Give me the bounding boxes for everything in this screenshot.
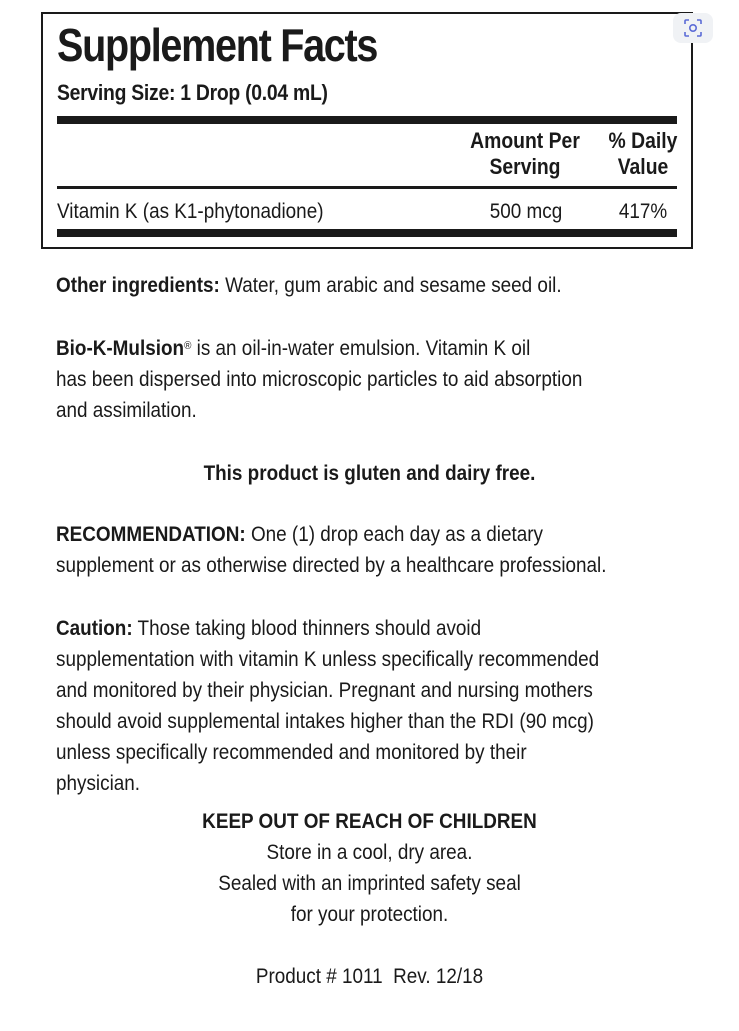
registered-mark: ® (184, 340, 192, 352)
supplement-facts-panel (41, 12, 693, 249)
product-info: Product # 1011 Rev. 12/18 (255, 965, 484, 988)
footer-rule (57, 229, 677, 237)
other-ingredients: Other ingredients: Water, gum arabic and sesame seed oil. (56, 274, 562, 297)
ingredient-amount: 500 mcg (489, 200, 563, 223)
amount-per-serving-header: Amount Per Serving (470, 128, 580, 179)
image-scan-icon (683, 18, 703, 38)
ingredient-name: Vitamin K (as K1-phytonadione) (57, 200, 324, 223)
serving-size: Serving Size: 1 Drop (0.04 mL) (57, 80, 328, 105)
brand-name: Bio-K-Mulsion (56, 337, 185, 360)
ingredient-daily-value: 417% (618, 200, 668, 223)
facts-title: Supplement Facts (57, 19, 378, 71)
storage-instructions: Store in a cool, dry area. (266, 841, 473, 864)
child-warning: KEEP OUT OF REACH OF CHILDREN (202, 810, 537, 833)
header-rule (57, 116, 677, 124)
column-rule (57, 186, 677, 189)
image-scan-button[interactable] (673, 13, 713, 43)
allergen-statement: This product is gluten and dairy free. (203, 462, 536, 485)
daily-value-header: % Daily Value (608, 128, 678, 179)
seal-notice: Sealed with an imprinted safety seal (218, 872, 521, 895)
